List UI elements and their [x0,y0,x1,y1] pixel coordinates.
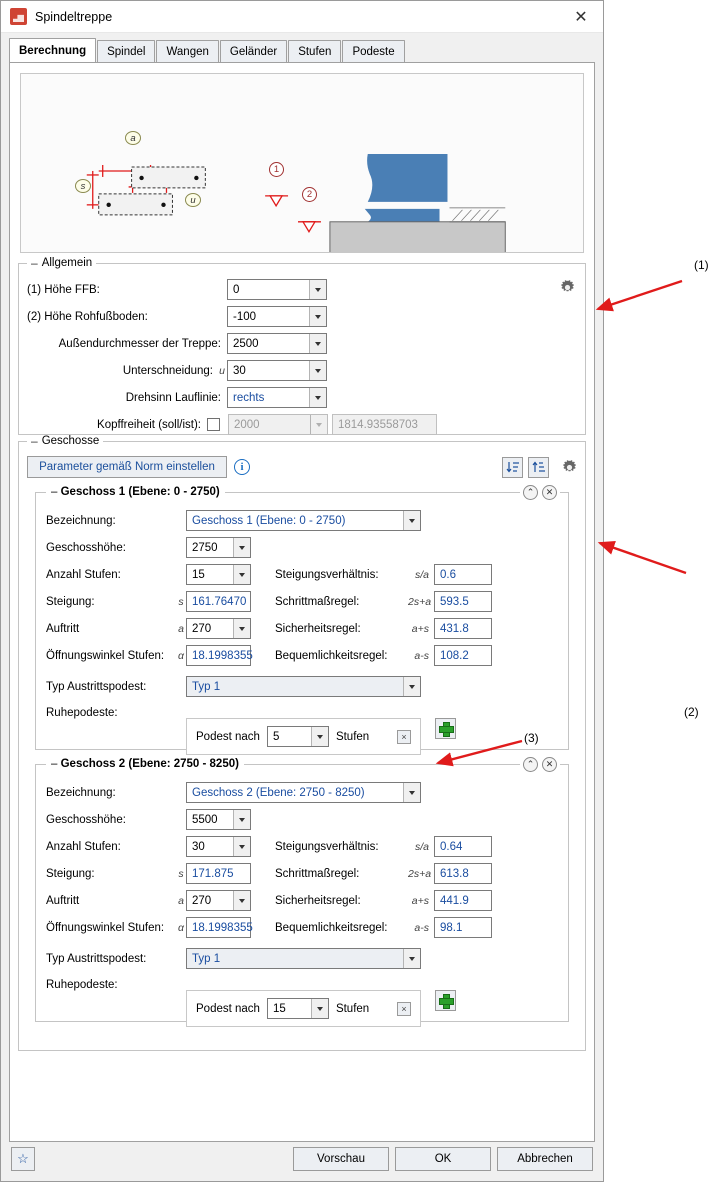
label-bezeichnung-2: Bezeichnung: [46,786,116,799]
input-geschosshoehe-1-value: 2750 [192,541,218,554]
input-anzahl-stufen-1[interactable] [186,564,251,585]
podest-container-1 [186,718,421,755]
symbol-sa-1: s/a [414,568,429,581]
input-unterschneidung[interactable] [227,360,327,381]
geschosse-toolbar [27,456,577,478]
podest-row-2 [186,990,421,1027]
output-oeffnungswinkel-1: 18.1998355 [186,645,251,666]
tab-strip [9,38,595,62]
input-hoehe-rohfussboden[interactable] [227,306,327,327]
gear-icon-geschosse[interactable] [562,460,577,475]
row-aussendurchmesser [27,330,577,357]
ok-button[interactable]: OK [395,1147,491,1171]
info-icon[interactable]: i [234,459,250,475]
storey-2-legend [46,758,244,770]
input-podest-nach-1-value: 5 [272,730,280,743]
input-aussendurchmesser-value: 2500 [233,337,259,350]
row-anzahl-stufen-1 [46,561,558,588]
input-anzahl-stufen-1-value: 15 [192,568,205,581]
chevron-down-icon[interactable] [233,837,250,856]
input-anzahl-stufen-2[interactable] [186,836,251,857]
symbol-as-2: a+s [411,894,429,907]
storey-1-title: Geschoss 1 (Ebene: 0 - 2750) [60,486,220,498]
label-ruhepodeste-2: Ruhepodeste: [46,979,118,991]
label-steigung-1: Steigung: [46,595,95,608]
label-s: s [75,179,91,193]
group-allgemein [18,256,586,435]
sort-ascending-icon[interactable] [528,457,549,478]
chevron-down-icon[interactable] [233,538,250,557]
input-auftritt-2[interactable] [186,890,251,911]
collapse-storey-2-icon[interactable]: – [51,758,58,770]
input-podest-nach-2-value: 15 [272,1002,286,1015]
input-typ-austrittspodest-2-value: Typ 1 [192,952,221,965]
label-oeffnungswinkel-1: Öffnungswinkel Stufen: [46,649,165,662]
storey-1-header-icons [520,485,560,500]
output-sicherheitsregel-1: 431.8 [434,618,492,639]
label-geschosshoehe-1: Geschosshöhe: [46,541,126,554]
label-aussendurchmesser: Außendurchmesser der Treppe: [58,337,221,350]
chevron-down-icon[interactable] [311,999,328,1018]
symbol-as-1: a+s [411,622,429,635]
podest-row-1 [186,718,421,755]
star-icon[interactable]: ☆ [11,1147,35,1171]
chevron-down-icon[interactable] [309,307,326,326]
input-bezeichnung-2[interactable] [186,782,421,803]
chevron-down-icon[interactable] [309,280,326,299]
input-typ-austrittspodest-2[interactable] [186,948,421,969]
chevron-down-icon[interactable] [233,619,250,638]
input-podest-nach-1[interactable] [267,726,329,747]
input-kopffreiheit-soll[interactable] [228,414,328,435]
input-hoehe-ffb[interactable] [227,279,327,300]
input-typ-austrittspodest-1[interactable] [186,676,421,697]
dialog-footer [1,1137,603,1181]
row-hoehe-rohfussboden [27,303,577,330]
input-podest-nach-2[interactable] [267,998,329,1019]
label-hoehe-rohfussboden: (2) Höhe Rohfußboden: [27,310,148,323]
symbol-s-1: s [178,595,184,608]
chevron-down-icon[interactable] [309,361,326,380]
input-unterschneidung-value: 30 [233,364,246,377]
label-sicherheitsregel-2: Sicherheitsregel: [275,894,361,907]
chevron-down-icon[interactable] [233,810,250,829]
tab-content-berechnung [9,62,595,1142]
chevron-down-icon[interactable] [403,677,420,696]
label-level-1: 1 [269,162,284,177]
output-steigung-2: 171.875 [186,863,251,884]
title-bar [1,1,603,33]
checkbox-kopffreiheit[interactable] [207,418,220,431]
label-steigung-2: Steigung: [46,867,95,880]
tab-stufen[interactable]: Stufen [288,40,341,62]
storey-2-title: Geschoss 2 (Ebene: 2750 - 8250) [60,758,239,770]
label-steigungsverhaeltnis-1: Steigungsverhältnis: [275,568,379,581]
label-oeffnungswinkel-2: Öffnungswinkel Stufen: [46,921,165,934]
label-schrittmassregel-2: Schrittmaßregel: [275,867,360,880]
label-unterschneidung: Unterschneidung: [122,364,213,377]
symbol-a-minus-s-1: a-s [414,649,429,662]
chevron-up-icon[interactable]: ⌃ [523,757,538,772]
collapse-geschosse-icon[interactable]: – [31,434,38,448]
label-anzahl-stufen-1: Anzahl Stufen: [46,568,121,581]
output-schrittmassregel-1: 593.5 [434,591,492,612]
input-typ-austrittspodest-1-value: Typ 1 [192,680,221,693]
label-typ-austrittspodest-1: Typ Austrittspodest: [46,680,147,693]
output-sicherheitsregel-2: 441.9 [434,890,492,911]
row-unterschneidung [27,357,577,384]
symbol-2sa-2: 2s+a [408,867,432,880]
label-podest-nach-1: Podest nach [196,730,260,743]
label-schrittmassregel-1: Schrittmaßregel: [275,595,360,608]
tab-spindel[interactable]: Spindel [97,40,155,62]
row-drehsinn [27,384,577,411]
label-typ-austrittspodest-2: Typ Austrittspodest: [46,952,147,965]
label-drehsinn: Drehsinn Lauflinie: [125,391,221,404]
input-drehsinn[interactable] [227,387,327,408]
row-typ-austrittspodest-1 [46,673,558,700]
annotation-arrow-3 [430,735,530,773]
row-hoehe-ffb [27,276,577,303]
output-oeffnungswinkel-2: 18.1998355 [186,917,251,938]
input-geschosshoehe-2-value: 5500 [192,813,218,826]
row-typ-austrittspodest-2 [46,945,558,972]
input-auftritt-2-value: 270 [192,894,212,907]
label-steigungsverhaeltnis-2: Steigungsverhältnis: [275,840,379,853]
row-geschosshoehe-2 [46,806,558,833]
symbol-alpha-2: α [178,921,184,934]
label-bequemlichkeitsregel-1: Bequemlichkeitsregel: [275,649,388,662]
storey-2 [35,758,569,1022]
annotation-label-2: (2) [684,705,699,719]
input-geschosshoehe-1[interactable] [186,537,251,558]
tab-gelaender[interactable]: Geländer [220,40,287,62]
podest-container-2 [186,990,421,1027]
close-circle-icon[interactable]: ✕ [542,485,557,500]
label-ruhepodeste-1: Ruhepodeste: [46,707,118,719]
norm-parameter-button[interactable]: Parameter gemäß Norm einstellen [27,456,227,478]
chevron-down-icon[interactable] [233,565,250,584]
input-bezeichnung-2-value: Geschoss 2 (Ebene: 2750 - 8250) [192,786,365,799]
input-kopffreiheit-soll-value: 2000 [234,418,260,431]
preview-button[interactable]: Vorschau [293,1147,389,1171]
input-anzahl-stufen-2-value: 30 [192,840,205,853]
label-a: a [125,131,141,145]
output-bequemlichkeitsregel-2: 98.1 [434,917,492,938]
delete-podest-button-1[interactable]: × [397,730,411,744]
add-podest-button-2[interactable] [435,990,456,1011]
label-geschosshoehe-2: Geschosshöhe: [46,813,126,826]
symbol-alpha-1: α [178,649,184,662]
chevron-down-icon[interactable] [309,334,326,353]
output-schrittmassregel-2: 613.8 [434,863,492,884]
window-title: Spindeltreppe [35,9,113,24]
symbol-u: u [219,364,225,377]
label-bequemlichkeitsregel-2: Bequemlichkeitsregel: [275,921,388,934]
label-sicherheitsregel-1: Sicherheitsregel: [275,622,361,635]
input-drehsinn-value: rechts [233,391,265,404]
input-geschosshoehe-2[interactable] [186,809,251,830]
symbol-2sa-1: 2s+a [408,595,432,608]
row-oeffnungswinkel-2 [46,914,558,941]
symbol-a-minus-s-2: a-s [414,921,429,934]
group-allgemein-title: Allgemein [41,257,93,269]
output-kopffreiheit-ist: 1814.93558703 [332,414,437,435]
group-geschosse-title: Geschosse [41,435,100,447]
collapse-storey-1-icon[interactable]: – [51,486,58,498]
annotation-label-3: (3) [524,731,539,745]
input-auftritt-1[interactable] [186,618,251,639]
output-steigungsverhaeltnis-2: 0.64 [434,836,492,857]
label-auftritt-1: Auftritt [46,622,80,635]
label-level-2: 2 [302,187,317,202]
row-kopffreiheit [27,411,577,438]
chevron-down-icon[interactable] [310,415,327,434]
symbol-a-1: a [178,622,184,635]
annotation-arrow-2 [590,533,695,581]
row-bezeichnung-2 [46,779,558,806]
row-steigung-1 [46,588,558,615]
group-geschosse-legend [27,435,103,447]
label-auftritt-2: Auftritt [46,894,80,907]
chevron-down-icon[interactable] [403,949,420,968]
row-anzahl-stufen-2 [46,833,558,860]
input-bezeichnung-1[interactable] [186,510,421,531]
tab-berechnung[interactable]: Berechnung [9,38,96,62]
chevron-up-icon[interactable]: ⌃ [523,485,538,500]
label-kopffreiheit: Kopffreiheit (soll/ist): [97,418,201,431]
row-auftritt-2 [46,887,558,914]
input-hoehe-rohfussboden-value: -100 [233,310,257,323]
output-steigung-1: 161.76470 [186,591,251,612]
close-icon[interactable]: ✕ [574,8,588,26]
chevron-down-icon[interactable] [403,783,420,802]
annotation-arrow-1 [586,275,696,320]
sort-descending-icon[interactable] [502,457,523,478]
delete-podest-button-2[interactable]: × [397,1002,411,1016]
label-bezeichnung-1: Bezeichnung: [46,514,116,527]
label-podest-stufen-1: Stufen [335,730,370,743]
chevron-down-icon[interactable] [403,511,420,530]
preview-drawing [20,73,584,253]
tab-wangen[interactable]: Wangen [156,40,218,62]
chevron-down-icon[interactable] [309,388,326,407]
stair-icon [10,8,27,25]
row-ruhepodeste-2 [46,976,558,1027]
collapse-allgemein-icon[interactable]: – [31,256,38,270]
cancel-button[interactable]: Abbrechen [497,1147,593,1171]
label-podest-stufen-2: Stufen [335,1002,370,1015]
output-steigungsverhaeltnis-1: 0.6 [434,564,492,585]
row-bezeichnung-1 [46,507,558,534]
annotation-label-1: (1) [694,258,709,272]
stair-diagram [21,74,583,252]
storey-1 [35,486,569,750]
gear-icon-allgemein[interactable] [560,280,575,295]
label-hoehe-ffb: (1) Höhe FFB: [27,283,100,296]
label-u: u [185,193,201,207]
plus-icon [439,722,452,735]
row-auftritt-1 [46,615,558,642]
tab-podeste[interactable]: Podeste [342,40,404,62]
row-steigung-2 [46,860,558,887]
input-bezeichnung-1-value: Geschoss 1 (Ebene: 0 - 2750) [192,514,346,527]
output-bequemlichkeitsregel-1: 108.2 [434,645,492,666]
chevron-down-icon[interactable] [311,727,328,746]
symbol-s-2: s [178,867,184,880]
label-anzahl-stufen-2: Anzahl Stufen: [46,840,121,853]
plus-icon [439,994,452,1007]
group-allgemein-legend [27,257,96,269]
label-podest-nach-2: Podest nach [196,1002,260,1015]
row-geschosshoehe-1 [46,534,558,561]
chevron-down-icon[interactable] [233,891,250,910]
symbol-sa-2: s/a [414,840,429,853]
close-circle-icon[interactable]: ✕ [542,757,557,772]
storey-1-legend [46,486,225,498]
input-auftritt-1-value: 270 [192,622,212,635]
row-oeffnungswinkel-1 [46,642,558,669]
symbol-a-2: a [178,894,184,907]
input-hoehe-ffb-value: 0 [233,283,240,296]
input-aussendurchmesser[interactable] [227,333,327,354]
